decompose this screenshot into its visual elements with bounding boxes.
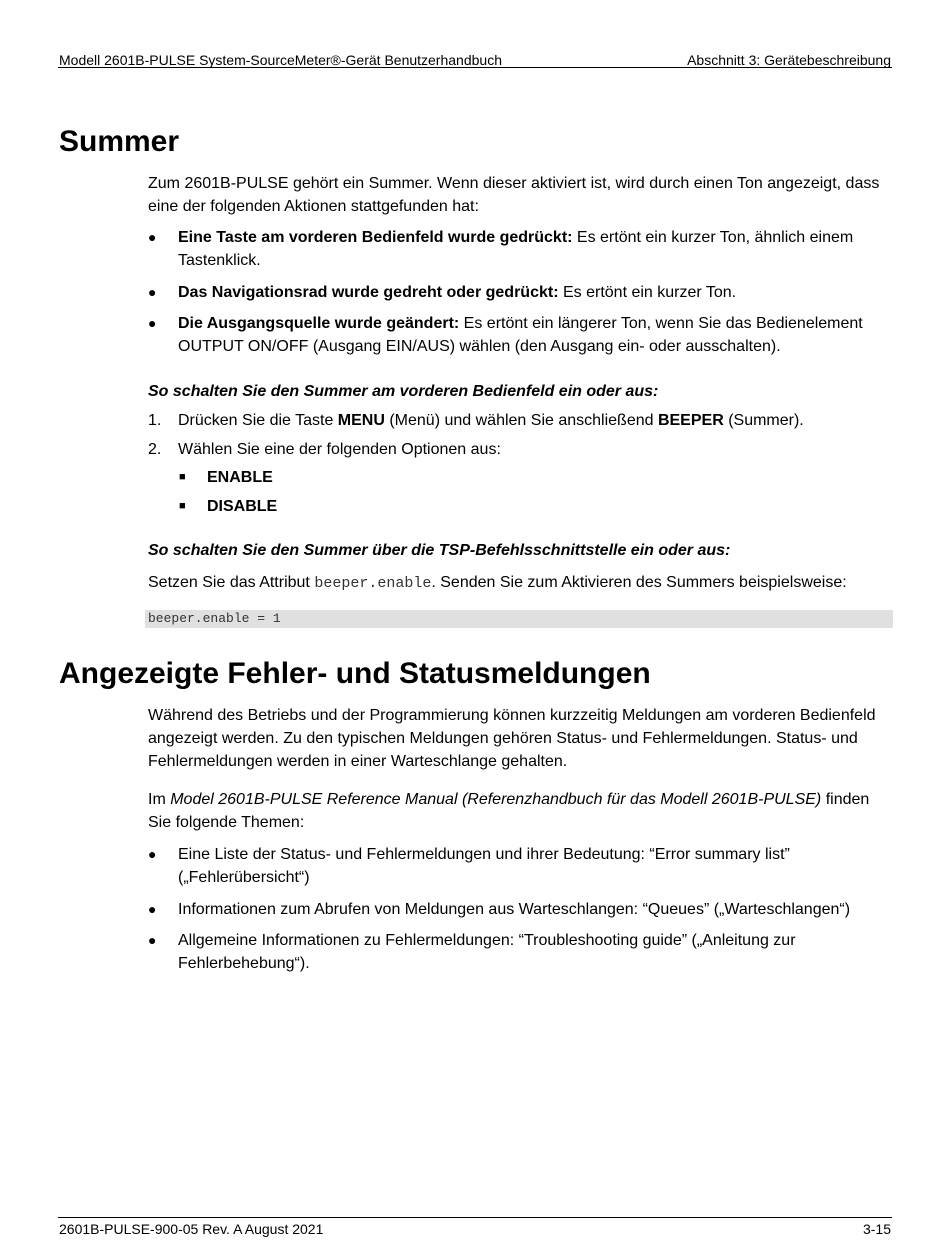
summer-intro: Zum 2601B-PULSE gehört ein Summer. Wenn dieser aktiviert ist, wird durch einen Ton angezeigt, dass eine der folgenden Aktionen stattgefunden hat: xyxy=(148,175,880,215)
bullet-icon: ● xyxy=(148,932,157,948)
square-bullet-icon: ■ xyxy=(179,500,186,512)
summer-bullet-1: Eine Taste am vorderen Bedienfeld wurde gedrückt: Es ertönt ein kurzer Ton, ähnlich einem Tastenklick. xyxy=(178,229,854,269)
bullet-icon: ● xyxy=(148,284,157,300)
option-disable: DISABLE xyxy=(207,498,278,515)
attribute-paragraph: Setzen Sie das Attribut beeper.enable. Senden Sie zum Aktivieren des Summers beispielsweise: xyxy=(148,574,847,592)
bullet-icon: ● xyxy=(148,315,157,331)
footer-rule xyxy=(58,1217,892,1218)
messages-bullet-1: Eine Liste der Status- und Fehlermeldungen und ihrer Bedeutung: “Error summary list” („Fehlerübersicht“) xyxy=(178,846,790,886)
bullet-icon: ● xyxy=(148,846,157,862)
subheading-front-panel: So schalten Sie den Summer am vorderen Bedienfeld ein oder aus: xyxy=(148,383,659,400)
bullet-icon: ● xyxy=(148,901,157,917)
summer-bullet-3: Die Ausgangsquelle wurde geändert: Es ertönt ein längerer Ton, wenn Sie das Bedienelement OUTPUT ON/OFF (Ausgang EIN/AUS) wählen (den Ausgang ein- oder ausschalten). xyxy=(178,315,863,355)
step-1: Drücken Sie die Taste MENU (Menü) und wählen Sie anschließend BEEPER (Summer). xyxy=(178,412,804,429)
messages-intro: Während des Betriebs und der Programmierung können kurzzeitig Meldungen am vorderen Bedienfeld angezeigt werden. Zu den typischen Meldungen gehören Status- und Fehlermeldungen. Status- und Fehlermeldungen werden in einer Warteschlange gehalten. xyxy=(148,707,876,770)
section-title-summer: Summer xyxy=(59,125,180,158)
step-number: 1. xyxy=(148,412,162,429)
footer-document-id: 2601B-PULSE-900-05 Rev. A August 2021 xyxy=(59,1221,324,1237)
section-title-messages: Angezeigte Fehler- und Statusmeldungen xyxy=(59,657,651,690)
code-example: beeper.enable = 1 xyxy=(145,610,893,628)
subheading-tsp: So schalten Sie den Summer über die TSP-Befehlsschnittstelle ein oder aus: xyxy=(148,542,731,559)
header-rule xyxy=(58,67,892,68)
running-header-left: Modell 2601B-PULSE System-SourceMeter®-Gerät Benutzerhandbuch xyxy=(59,52,502,68)
reference-paragraph: Im Model 2601B-PULSE Reference Manual (Referenzhandbuch für das Modell 2601B-PULSE) finden Sie folgende Themen: xyxy=(148,791,870,831)
page-number: 3-15 xyxy=(862,1221,891,1237)
running-header-right: Abschnitt 3: Gerätebeschreibung xyxy=(687,52,891,68)
step-number: 2. xyxy=(148,441,162,458)
summer-bullet-2: Das Navigationsrad wurde gedreht oder gedrückt: Es ertönt ein kurzer Ton. xyxy=(178,284,737,301)
square-bullet-icon: ■ xyxy=(179,471,186,483)
option-enable: ENABLE xyxy=(207,469,273,486)
step-2: Wählen Sie eine der folgenden Optionen aus: xyxy=(178,441,501,458)
messages-bullet-2: Informationen zum Abrufen von Meldungen aus Warteschlangen: “Queues” („Warteschlangen“) xyxy=(178,901,851,918)
messages-bullet-3: Allgemeine Informationen zu Fehlermeldungen: “Troubleshooting guide” („Anleitung zur Fehlerbehebung“). xyxy=(178,932,796,972)
bullet-icon: ● xyxy=(148,229,157,245)
